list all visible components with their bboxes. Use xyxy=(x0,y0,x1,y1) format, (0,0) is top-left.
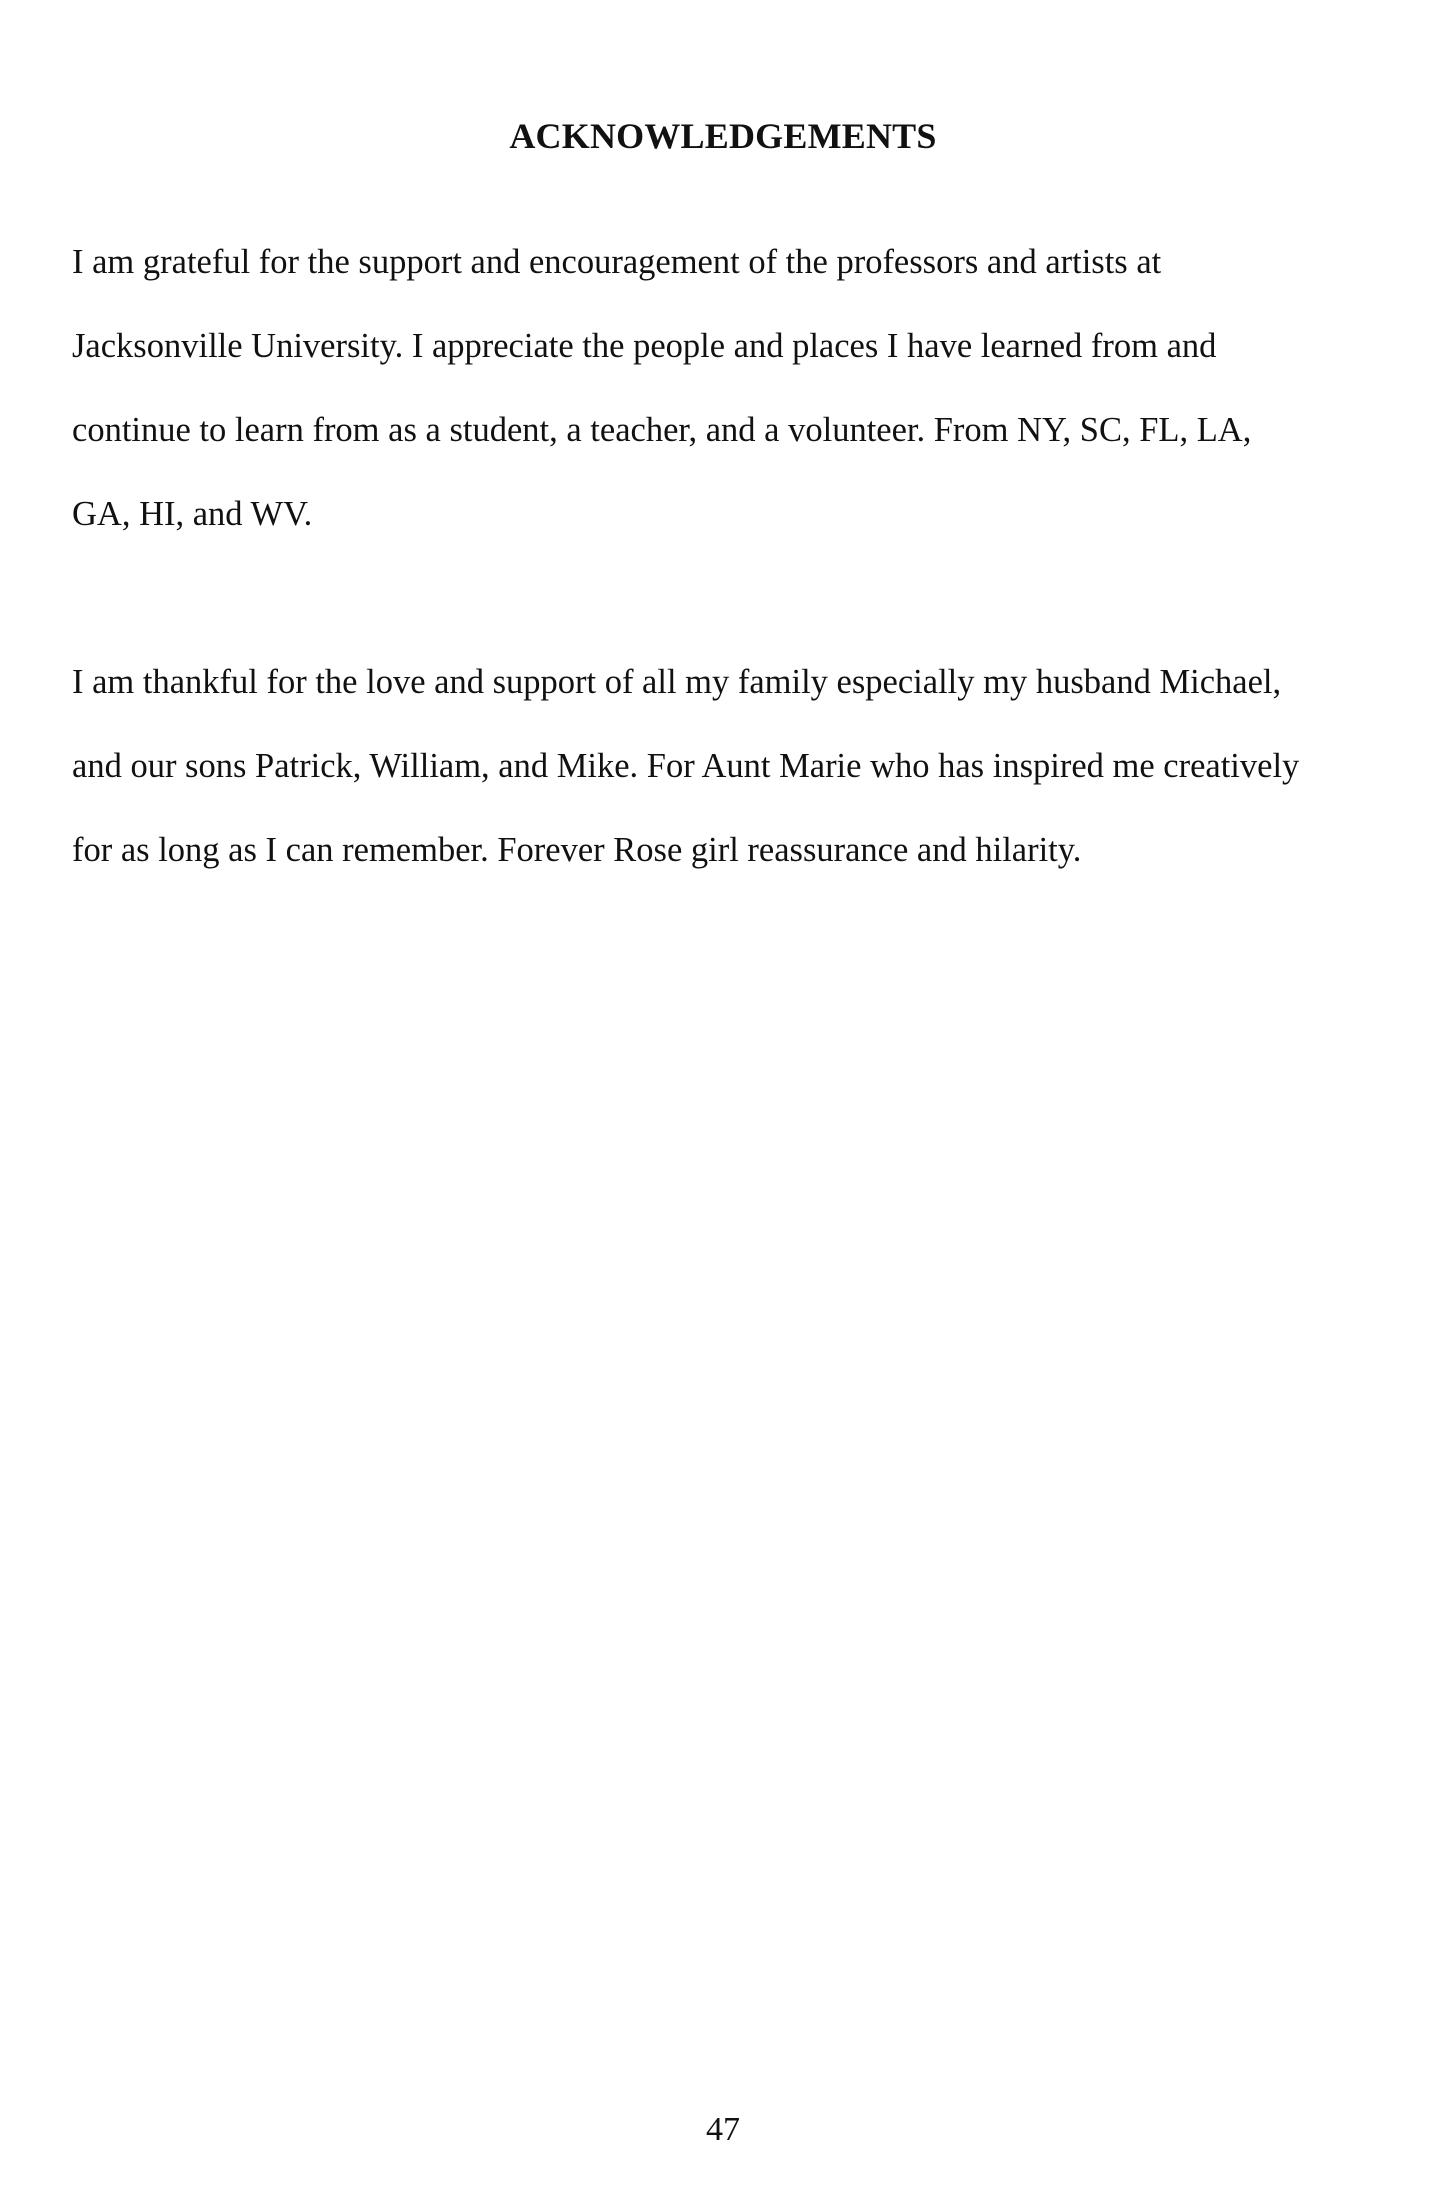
page-title: ACKNOWLEDGEMENTS xyxy=(509,116,937,156)
paragraph-line: Jacksonville University. I appreciate the people and places I have learned from and xyxy=(72,327,1217,365)
paragraph-line: for as long as I can remember. Forever Rose girl reassurance and hilarity. xyxy=(72,831,1082,869)
paragraph-line: I am thankful for the love and support of all my family especially my husband Michael, xyxy=(72,663,1282,701)
paragraph-line: continue to learn from as a student, a teacher, and a volunteer. From NY, SC, FL, LA, xyxy=(72,411,1252,449)
page-number: 47 xyxy=(706,2111,740,2148)
paragraph-line: GA, HI, and WV. xyxy=(72,495,313,533)
paragraph-line: I am grateful for the support and encouragement of the professors and artists at xyxy=(72,243,1162,281)
paragraph-line: and our sons Patrick, William, and Mike. For Aunt Marie who has inspired me creatively xyxy=(72,747,1300,785)
